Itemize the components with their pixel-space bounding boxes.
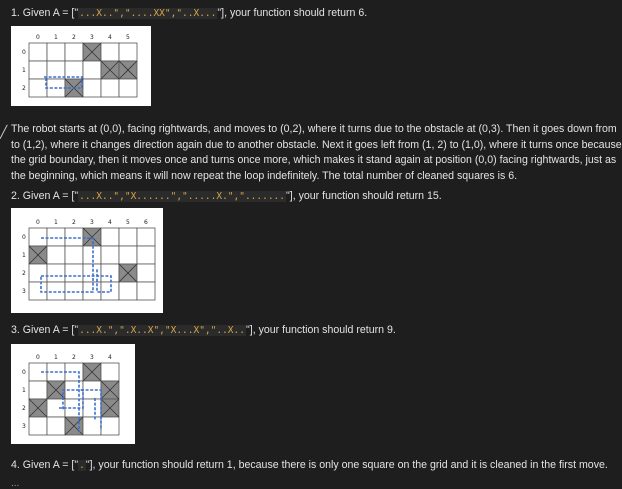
example-array: ...X..","....XX","..X... xyxy=(79,8,217,19)
row-label: 1 xyxy=(22,387,26,394)
truncated-text: ... xyxy=(11,478,20,489)
grid-cell xyxy=(47,282,65,300)
col-label: 2 xyxy=(72,354,76,361)
col-label: 1 xyxy=(54,34,58,41)
grid-cell xyxy=(137,264,155,282)
bracket: "] xyxy=(217,7,225,19)
grid-cell xyxy=(119,43,137,61)
grid-cell xyxy=(119,282,137,300)
col-label: 1 xyxy=(54,354,58,361)
grid-cell xyxy=(101,282,119,300)
grid-cell xyxy=(29,381,47,399)
col-label: 0 xyxy=(36,219,40,226)
example-array: ...X.",".X..X","X...X","..X.. xyxy=(79,325,245,336)
grid-cell xyxy=(83,264,101,282)
grid-cell xyxy=(65,228,83,246)
grid-cell xyxy=(47,264,65,282)
bracket: [" xyxy=(71,459,79,471)
grid-cell xyxy=(29,79,47,97)
col-label: 4 xyxy=(108,354,112,361)
example-3-line xyxy=(11,324,396,336)
grid-cell xyxy=(83,399,101,417)
grid-cell xyxy=(29,43,47,61)
grid-cell xyxy=(29,264,47,282)
example-result: , your function should return 15. xyxy=(292,190,442,202)
grid-cell xyxy=(137,246,155,264)
explanation-line: to (1,2), where it changes direction again due to another obstacle. Next it goes left from (1, 2) to (1,0), where it turns once because xyxy=(11,138,622,151)
example-label: 1. Given A = xyxy=(11,7,72,19)
row-label: 0 xyxy=(22,369,26,376)
row-label: 1 xyxy=(22,252,26,259)
explanation-line: the grid boundary, then it moves once and turns once more, which makes it stand again at position (0,0) facing rightwards, just as xyxy=(11,154,617,166)
grid-figure-3 xyxy=(11,344,135,444)
bracket: [" xyxy=(71,7,79,19)
col-label: 1 xyxy=(54,219,58,226)
grid-cell xyxy=(65,246,83,264)
col-label: 5 xyxy=(126,34,130,41)
example-1-line xyxy=(11,7,367,19)
row-label: 1 xyxy=(22,67,26,74)
grid-cell xyxy=(83,417,101,435)
example-result: , your function should return 1, because there is only one square on the grid and it is cleaned in the first move. xyxy=(92,459,608,471)
col-label: 5 xyxy=(126,219,130,226)
example-4-line xyxy=(11,459,608,471)
row-label: 0 xyxy=(22,234,26,241)
explanation-paragraph xyxy=(11,122,622,184)
col-label: 4 xyxy=(108,34,112,41)
grid-cell xyxy=(83,61,101,79)
example-array: . xyxy=(79,460,85,471)
grid-cell xyxy=(101,43,119,61)
grid-cell xyxy=(101,417,119,435)
grid-cell xyxy=(29,417,47,435)
grid-figure-2-svg xyxy=(11,208,163,313)
grid-3-cells xyxy=(29,363,119,435)
grid-cell xyxy=(119,228,137,246)
col-label: 4 xyxy=(108,219,112,226)
bracket: [" xyxy=(71,190,79,202)
grid-figure-2 xyxy=(11,208,163,313)
edit-cursor-icon: ╱ xyxy=(0,125,8,139)
example-label: 3. Given A = xyxy=(11,324,72,336)
grid-cell xyxy=(137,228,155,246)
row-label: 2 xyxy=(22,85,26,92)
grid-figure-1 xyxy=(11,26,151,106)
grid-cell xyxy=(65,43,83,61)
grid-cell xyxy=(47,228,65,246)
example-result: , your function should return 6. xyxy=(224,7,368,19)
grid-cell xyxy=(101,363,119,381)
grid-cell xyxy=(101,264,119,282)
grid-cell xyxy=(47,43,65,61)
grid-cell xyxy=(119,246,137,264)
example-label: 2. Given A = xyxy=(11,190,72,202)
col-label: 3 xyxy=(90,219,94,226)
grid-figure-1-svg xyxy=(11,26,151,106)
grid-cell xyxy=(83,246,101,264)
grid-cell xyxy=(83,282,101,300)
example-2-line xyxy=(11,190,442,202)
grid-cell xyxy=(29,228,47,246)
example-array: ...X..","X......",".....X.","....... xyxy=(79,191,285,202)
explanation-line: The robot starts at (0,0), facing rightwards, and moves to (0,2), where it turns due to the obstacle at (0,3). Then it goes down from xyxy=(11,123,617,135)
grid-cell xyxy=(65,282,83,300)
row-label: 2 xyxy=(22,405,26,412)
grid-cell xyxy=(101,246,119,264)
grid-1-cells xyxy=(29,43,137,97)
grid-cell xyxy=(47,417,65,435)
col-label: 0 xyxy=(36,354,40,361)
grid-cell xyxy=(119,79,137,97)
grid-cell xyxy=(29,363,47,381)
grid-figure-3-svg xyxy=(11,344,135,444)
col-label: 6 xyxy=(144,219,148,226)
row-label: 3 xyxy=(22,288,26,295)
bracket: "] xyxy=(245,324,253,336)
col-label: 2 xyxy=(72,34,76,41)
grid-cell xyxy=(29,282,47,300)
grid-cell xyxy=(47,246,65,264)
col-label: 2 xyxy=(72,219,76,226)
grid-2-cells xyxy=(29,228,155,300)
example-result: , your function should return 9. xyxy=(252,324,396,336)
bracket: "] xyxy=(286,190,293,202)
row-label: 2 xyxy=(22,270,26,277)
grid-cell xyxy=(83,79,101,97)
col-label: 3 xyxy=(90,354,94,361)
col-label: 0 xyxy=(36,34,40,41)
grid-cell xyxy=(65,264,83,282)
explanation-line: the beginning, which means it will now repeat the loop indefinitely. The total number of cleaned squares is 6. xyxy=(11,169,518,182)
bracket: "] xyxy=(85,459,93,471)
grid-cell xyxy=(101,79,119,97)
example-label: 4. Given A = xyxy=(11,459,72,471)
row-label: 3 xyxy=(22,423,26,430)
row-label: 0 xyxy=(22,49,26,56)
grid-cell xyxy=(101,228,119,246)
grid-cell xyxy=(137,282,155,300)
col-label: 3 xyxy=(90,34,94,41)
bracket: [" xyxy=(71,324,79,336)
